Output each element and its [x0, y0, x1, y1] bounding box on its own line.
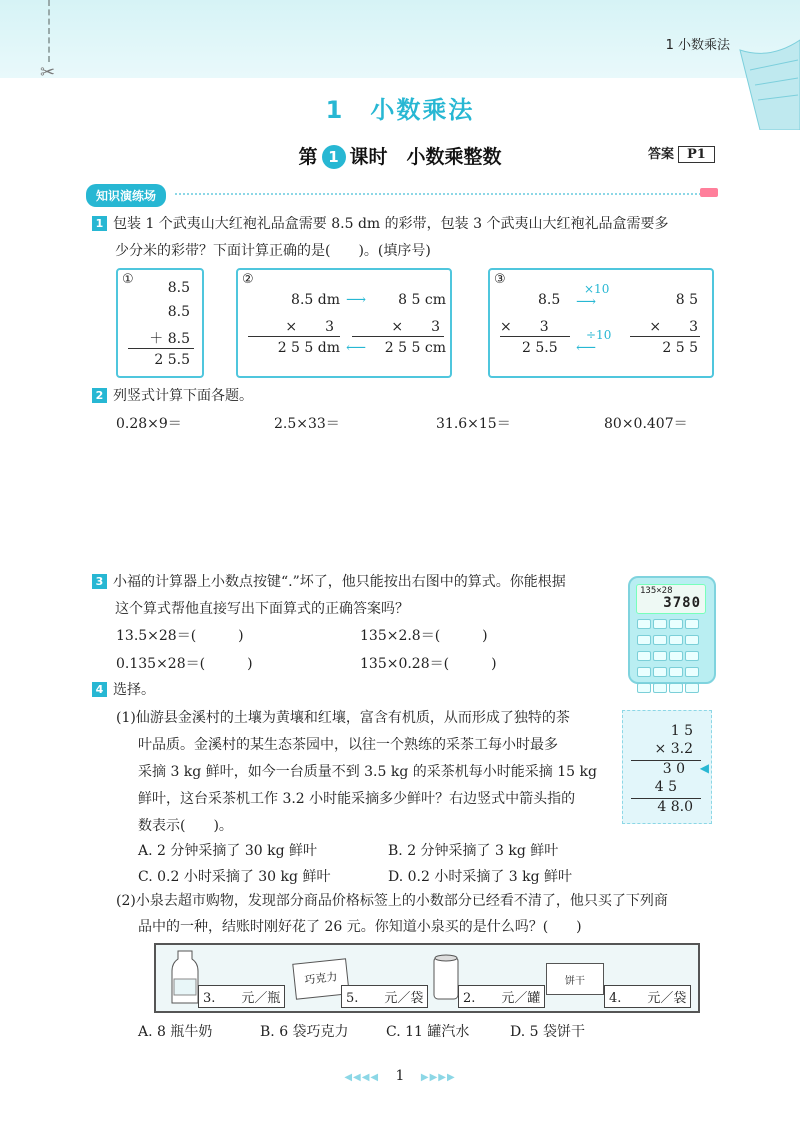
q1-option-3	[488, 268, 714, 378]
vert-row2: × 3.2	[654, 741, 693, 757]
scissors-icon: ✂	[40, 62, 56, 83]
lesson-suffix: 课时 小数乘整数	[349, 146, 502, 168]
q2-item: 2.5×33＝	[274, 416, 340, 432]
q4-p1-option: B. 2 分钟采摘了 3 kg 鲜叶	[388, 843, 559, 859]
q1-option-1	[116, 268, 204, 378]
q3-item: 135×0.28＝( )	[360, 656, 497, 672]
q4-p2-line: (2)小泉去超市购物，发现部分商品价格标签上的小数部分已经看不清了，他只买了下列商	[116, 893, 668, 909]
vert-row3: 3 0	[662, 761, 685, 777]
biscuit-icon	[546, 963, 604, 995]
q4-p1-line: (1)仙游县金溪村的土壤为黄壤和红壤，富含有机质，从而形成了独特的茶	[116, 710, 570, 726]
q4-p1-line: 数表示( )。	[138, 818, 233, 834]
arrow-right-icon: ⟶	[346, 292, 367, 308]
q2-line	[92, 384, 253, 408]
q4-p1-line: 叶品质。金溪村的某生态茶园中，以往一个熟练的采茶工每小时最多	[138, 737, 558, 753]
chapter-title: 1 小数乘法	[325, 96, 475, 124]
calculator-keypad	[636, 618, 706, 698]
vert-row1: 1 5	[670, 723, 693, 739]
vertical-multiplication	[622, 710, 712, 824]
store-shelf	[154, 943, 700, 1013]
opt2-right-rule	[352, 336, 444, 337]
q4-p1-line: 采摘 3 kg 鲜叶，如今一台质量不到 3.5 kg 的采茶机每小时能采摘 15 kg	[138, 764, 597, 780]
opt3-right-1: 8 5	[675, 292, 698, 308]
opt2-right-2: × 3	[391, 319, 440, 335]
calculator-expression: 135×28	[640, 586, 673, 596]
page-number: 1	[395, 1068, 405, 1084]
q4-number: 4	[92, 682, 107, 697]
opt2-right-1: 8 5 cm	[398, 292, 446, 308]
arrow-left-icon: ⟵	[576, 340, 597, 356]
opt3-left-3: 2 5.5	[522, 340, 558, 356]
opt1-row1: 8.5	[167, 280, 190, 296]
q2-item: 80×0.407＝	[604, 416, 688, 432]
opt3-right-2: × 3	[649, 319, 698, 335]
header-section-label: 1 小数乘法	[665, 38, 730, 53]
q4-p2-option: B. 6 袋巧克力	[260, 1024, 349, 1040]
price-tag-soda: 2. 元／罐	[458, 985, 545, 1008]
q3-item: 0.135×28＝( )	[116, 656, 253, 672]
option-3-label: ③	[494, 272, 506, 287]
q1-line1	[92, 212, 668, 236]
q4-line	[92, 678, 155, 702]
q3-item: 135×2.8＝( )	[360, 628, 488, 644]
arrow-left-icon: ⟵	[346, 340, 367, 356]
page-footer	[0, 1068, 800, 1084]
q4-p1-option: D. 0.2 小时采摘了 3 kg 鲜叶	[388, 869, 573, 885]
price-tag-milk: 3. 元／瓶	[198, 985, 285, 1008]
q4-p2-option: C. 11 罐汽水	[386, 1024, 470, 1040]
soda-can-icon	[432, 953, 460, 1001]
q4-p1-option: A. 2 分钟采摘了 30 kg 鲜叶	[138, 843, 317, 859]
q1-text-1: 包装 1 个武夷山大红袍礼品盒需要 8.5 dm 的彩带，包装 3 个武夷山大红袍礼品盒需要多	[113, 216, 669, 232]
q4-text: 选择。	[113, 682, 155, 698]
q2-text: 列竖式计算下面各题。	[113, 388, 253, 404]
vert-row5: 4 8.0	[657, 799, 693, 815]
answer-label: 答案	[648, 147, 675, 162]
opt3-left-2: × 3	[500, 319, 549, 335]
q3-text-1: 小福的计算器上小数点按键“.”坏了，他只能按出右图中的算式。你能根据	[113, 574, 566, 590]
option-2-label: ②	[242, 272, 254, 287]
answer-reference	[648, 143, 715, 163]
section-divider	[175, 193, 705, 195]
q1-line2: 少分米的彩带？下面计算正确的是( )。(填序号)	[115, 243, 431, 259]
q4-p1-line: 鲜叶，这台采茶机工作 3.2 小时能采摘多少鲜叶？右边竖式中箭头指的	[138, 791, 576, 807]
lesson-number: 1	[322, 145, 346, 169]
opt3-times10: ×10	[584, 282, 610, 296]
q3-number: 3	[92, 574, 107, 589]
q3-line1	[92, 570, 566, 594]
milk-bottle-icon	[170, 949, 200, 1005]
opt3-left-rule	[500, 336, 570, 337]
opt2-left-2: × 3	[285, 319, 334, 335]
answer-page: P1	[678, 146, 715, 163]
arrow-right-icon: ⟶	[576, 294, 597, 310]
opt3-div10: ÷10	[586, 328, 612, 342]
opt2-left-rule	[248, 336, 340, 337]
left-arrows: ◀◀◀◀	[344, 1072, 380, 1083]
section-tag: 知识演练场	[86, 184, 166, 207]
q4-p1-option: C. 0.2 小时采摘了 30 kg 鲜叶	[138, 869, 331, 885]
opt3-right-rule	[630, 336, 700, 337]
option-1-label: ①	[122, 272, 134, 287]
right-arrows: ▶▶▶▶	[420, 1072, 456, 1083]
opt1-rule	[128, 348, 194, 349]
price-tag-biscuit: 4. 元／袋	[604, 985, 691, 1008]
opt2-left-3: 2 5 5 dm	[277, 340, 340, 356]
q2-number: 2	[92, 388, 107, 403]
q4-p2-option: A. 8 瓶牛奶	[138, 1024, 213, 1040]
calculator	[628, 576, 716, 684]
calculator-screen	[636, 584, 706, 614]
arrow-left-icon: ◀	[699, 761, 709, 775]
q1-number: 1	[92, 216, 107, 231]
opt2-right-3: 2 5 5 cm	[384, 340, 446, 356]
q4-p2-line: 品中的一种，结账时刚好花了 26 元。你知道小泉买的是什么吗？( )	[138, 919, 582, 935]
opt1-row4: 2 5.5	[154, 352, 190, 368]
pencil-icon	[700, 188, 718, 197]
opt1-row2: 8.5	[167, 304, 190, 320]
q2-item: 0.28×9＝	[116, 416, 182, 432]
cut-line	[48, 0, 50, 62]
price-tag-chocolate: 5. 元／袋	[341, 985, 428, 1008]
opt3-left-1: 8.5	[538, 292, 561, 308]
q1-option-2	[236, 268, 452, 378]
biscuit-label: 饼干	[565, 976, 585, 987]
chocolate-label: 巧克力	[303, 970, 339, 987]
q4-p2-option: D. 5 袋饼干	[510, 1024, 585, 1040]
opt2-left-1: 8.5 dm	[291, 292, 340, 308]
q3-item: 13.5×28＝( )	[116, 628, 244, 644]
calculator-result: 3780	[663, 595, 701, 611]
lesson-prefix: 第	[298, 146, 318, 168]
vert-row4: 4 5	[654, 779, 677, 795]
opt1-row3: ＋ 8.5	[149, 331, 190, 347]
opt3-right-3: 2 5 5	[662, 340, 698, 356]
q3-line2: 这个算式帮他直接写出下面算式的正确答案吗？	[115, 601, 409, 617]
q2-item: 31.6×15＝	[436, 416, 511, 432]
